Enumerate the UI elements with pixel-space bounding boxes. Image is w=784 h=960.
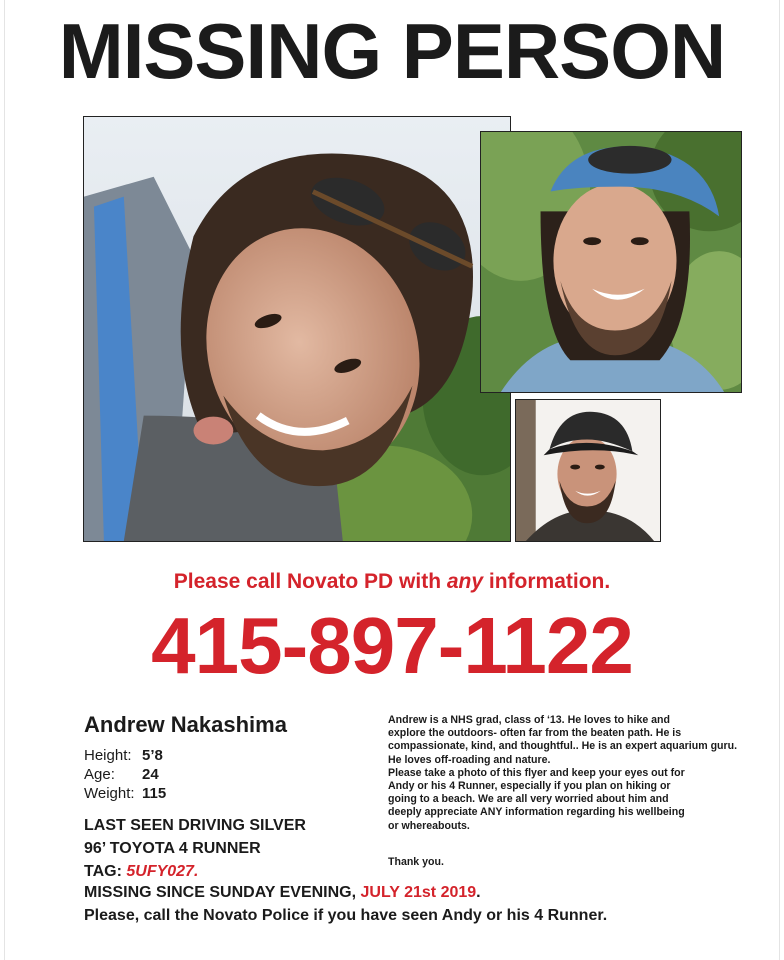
stat-label: Age: <box>84 766 115 783</box>
photo-bottom-right <box>515 399 661 542</box>
vehicle-tag <box>84 860 306 883</box>
missing-date: JULY 21st 2019 <box>360 884 477 901</box>
stat-label: Weight: <box>84 785 135 802</box>
stat-height <box>84 746 166 765</box>
person-name: Andrew Nakashima <box>84 712 287 737</box>
stat-value: 24 <box>142 766 159 783</box>
phone-number: 415-897-1122 <box>151 601 633 690</box>
vehicle-line-1: LAST SEEN DRIVING SILVER <box>84 817 306 834</box>
missing-since: MISSING SINCE SUNDAY EVENING, JULY 21st 2019. <box>84 884 481 901</box>
call-instruction: Please call Novato PD with any information. <box>173 570 611 593</box>
stat-value: 5’8 <box>142 747 163 764</box>
vehicle-info <box>84 814 306 883</box>
portrait-photo-icon <box>481 132 741 392</box>
tag-label: TAG: <box>84 863 127 880</box>
stat-weight <box>84 784 166 803</box>
call-emphasis: any <box>446 570 484 593</box>
person-stats <box>84 746 166 803</box>
thank-you: Thank you. <box>388 856 444 868</box>
tag-value: 5UFY027. <box>126 863 199 880</box>
portrait-photo-icon <box>84 117 510 541</box>
headline: MISSING PERSON <box>58 7 726 95</box>
final-call-to-action: Please, call the Novato Police if you have seen Andy or his 4 Runner. <box>84 907 608 924</box>
stat-label: Height: <box>84 747 132 764</box>
portrait-photo-icon <box>516 400 660 541</box>
photo-main <box>83 116 511 542</box>
stat-age <box>84 765 166 784</box>
bio-text: Andrew is a NHS grad, class of ‘13. He loves to hike and explore the outdoors- often far from the beaten path. He is compassionate, kind, and thoughtful.. He is an expert aquarium guru. He loves off-roading and nature. Please take a photo of this flyer and keep your eyes out for Andy or his 4 Runner, especially if you plan on hiking or going to a beach. We are all very worried about him and deeply appreciate ANY information regarding his wellbeing or whereabouts. <box>388 714 738 832</box>
person-bio <box>388 714 758 833</box>
photo-top-right <box>480 131 742 393</box>
stat-value: 115 <box>142 785 167 802</box>
vehicle-line-2: 96’ TOYOTA 4 RUNNER <box>84 840 261 857</box>
